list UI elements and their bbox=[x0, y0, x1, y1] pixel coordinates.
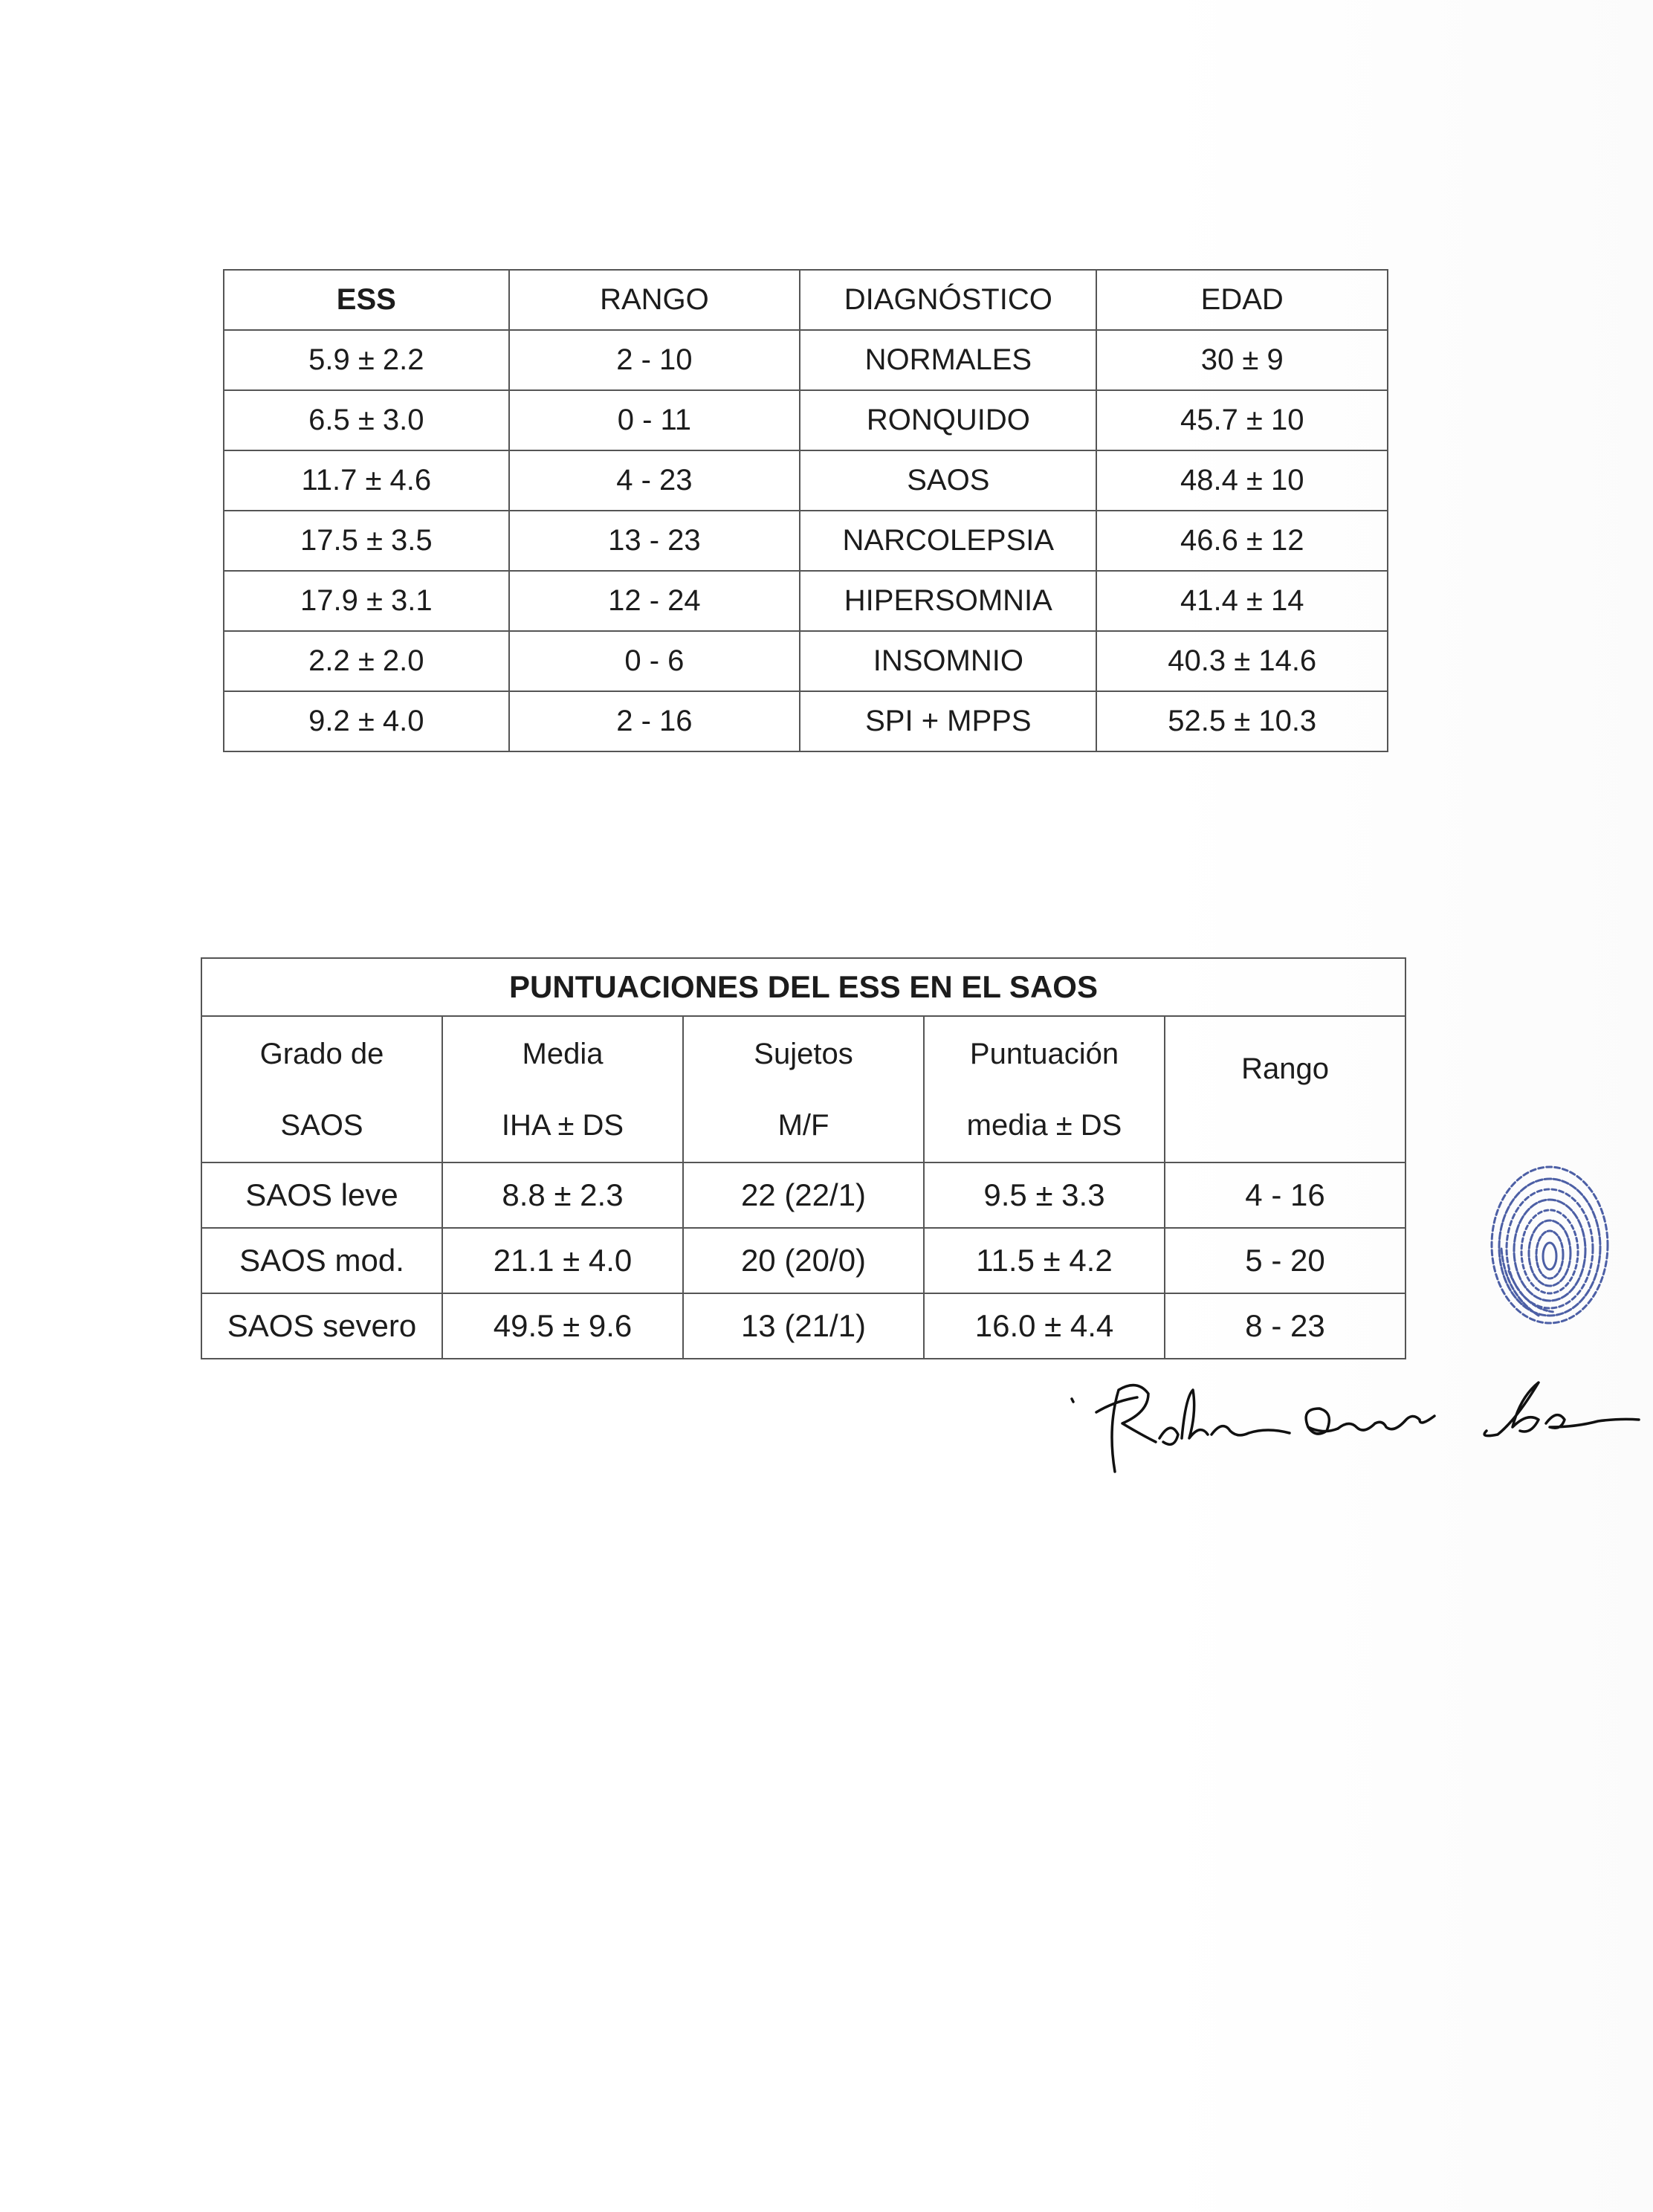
cell-grado: SAOS severo bbox=[201, 1293, 442, 1359]
table-row bbox=[201, 1228, 1405, 1293]
cell-puntuacion: 16.0 ± 4.4 bbox=[924, 1293, 1165, 1359]
cell-ess: 11.7 ± 4.6 bbox=[224, 450, 509, 511]
cell-sujetos: 20 (20/0) bbox=[683, 1228, 924, 1293]
header-sujetos bbox=[683, 1016, 924, 1162]
cell-sujetos: 13 (21/1) bbox=[683, 1293, 924, 1359]
header-line2: media ± DS bbox=[966, 1108, 1122, 1142]
cell-edad: 45.7 ± 10 bbox=[1096, 390, 1388, 450]
table-row bbox=[224, 571, 1388, 631]
table-title: PUNTUACIONES DEL ESS EN EL SAOS bbox=[201, 958, 1405, 1016]
cell-rango: 2 - 16 bbox=[509, 691, 800, 751]
cell-rango: 13 - 23 bbox=[509, 511, 800, 571]
header-line2: IHA ± DS bbox=[501, 1108, 624, 1142]
cell-diagnostico: NORMALES bbox=[800, 330, 1096, 390]
cell-diagnostico: SPI + MPPS bbox=[800, 691, 1096, 751]
signature-mark bbox=[1063, 1368, 1643, 1487]
header-ess: ESS bbox=[224, 270, 509, 330]
cell-edad: 52.5 ± 10.3 bbox=[1096, 691, 1388, 751]
table-header-row bbox=[201, 1016, 1405, 1162]
cell-media: 49.5 ± 9.6 bbox=[442, 1293, 683, 1359]
cell-ess: 17.9 ± 3.1 bbox=[224, 571, 509, 631]
cell-ess: 6.5 ± 3.0 bbox=[224, 390, 509, 450]
cell-rango: 4 - 23 bbox=[509, 450, 800, 511]
cell-media: 8.8 ± 2.3 bbox=[442, 1162, 683, 1228]
header-rango bbox=[1165, 1016, 1405, 1162]
table-row bbox=[224, 511, 1388, 571]
cell-rango: 12 - 24 bbox=[509, 571, 800, 631]
table-row bbox=[201, 1162, 1405, 1228]
cell-diagnostico: HIPERSOMNIA bbox=[800, 571, 1096, 631]
cell-edad: 41.4 ± 14 bbox=[1096, 571, 1388, 631]
cell-rango: 4 - 16 bbox=[1165, 1162, 1405, 1228]
cell-ess: 9.2 ± 4.0 bbox=[224, 691, 509, 751]
saos-scores-table bbox=[201, 957, 1406, 1359]
cell-diagnostico: NARCOLEPSIA bbox=[800, 511, 1096, 571]
cell-puntuacion: 9.5 ± 3.3 bbox=[924, 1162, 1165, 1228]
cell-grado: SAOS mod. bbox=[201, 1228, 442, 1293]
cell-sujetos: 22 (22/1) bbox=[683, 1162, 924, 1228]
cell-diagnostico: INSOMNIO bbox=[800, 631, 1096, 691]
ess-diagnosis-table bbox=[223, 269, 1388, 752]
table-title-row bbox=[201, 958, 1405, 1016]
cell-grado: SAOS leve bbox=[201, 1162, 442, 1228]
cell-diagnostico: SAOS bbox=[800, 450, 1096, 511]
header-media bbox=[442, 1016, 683, 1162]
table-row bbox=[201, 1293, 1405, 1359]
cell-puntuacion: 11.5 ± 4.2 bbox=[924, 1228, 1165, 1293]
table-row bbox=[224, 631, 1388, 691]
header-line2: SAOS bbox=[280, 1108, 363, 1142]
fingerprint-icon bbox=[1479, 1160, 1613, 1330]
cell-diagnostico: RONQUIDO bbox=[800, 390, 1096, 450]
cell-ess: 2.2 ± 2.0 bbox=[224, 631, 509, 691]
header-line1: Grado de bbox=[259, 1037, 384, 1070]
table-header-row bbox=[224, 270, 1388, 330]
header-diagnostico: DIAGNÓSTICO bbox=[800, 270, 1096, 330]
cell-edad: 40.3 ± 14.6 bbox=[1096, 631, 1388, 691]
table-row bbox=[224, 450, 1388, 511]
cell-ess: 17.5 ± 3.5 bbox=[224, 511, 509, 571]
table-row bbox=[224, 330, 1388, 390]
header-line1: Sujetos bbox=[754, 1037, 853, 1070]
header-edad: EDAD bbox=[1096, 270, 1388, 330]
header-grado bbox=[201, 1016, 442, 1162]
header-line1: Puntuación bbox=[969, 1037, 1119, 1070]
header-rango: RANGO bbox=[509, 270, 800, 330]
cell-edad: 48.4 ± 10 bbox=[1096, 450, 1388, 511]
cell-rango: 0 - 11 bbox=[509, 390, 800, 450]
header-line2: M/F bbox=[777, 1108, 829, 1142]
cell-edad: 46.6 ± 12 bbox=[1096, 511, 1388, 571]
header-line1: Media bbox=[522, 1037, 604, 1070]
header-puntuacion bbox=[924, 1016, 1165, 1162]
cell-rango: 2 - 10 bbox=[509, 330, 800, 390]
cell-edad: 30 ± 9 bbox=[1096, 330, 1388, 390]
table-row bbox=[224, 390, 1388, 450]
cell-ess: 5.9 ± 2.2 bbox=[224, 330, 509, 390]
header-line1: Rango bbox=[1241, 1052, 1329, 1085]
cell-rango: 8 - 23 bbox=[1165, 1293, 1405, 1359]
cell-media: 21.1 ± 4.0 bbox=[442, 1228, 683, 1293]
cell-rango: 5 - 20 bbox=[1165, 1228, 1405, 1293]
table-row bbox=[224, 691, 1388, 751]
cell-rango: 0 - 6 bbox=[509, 631, 800, 691]
